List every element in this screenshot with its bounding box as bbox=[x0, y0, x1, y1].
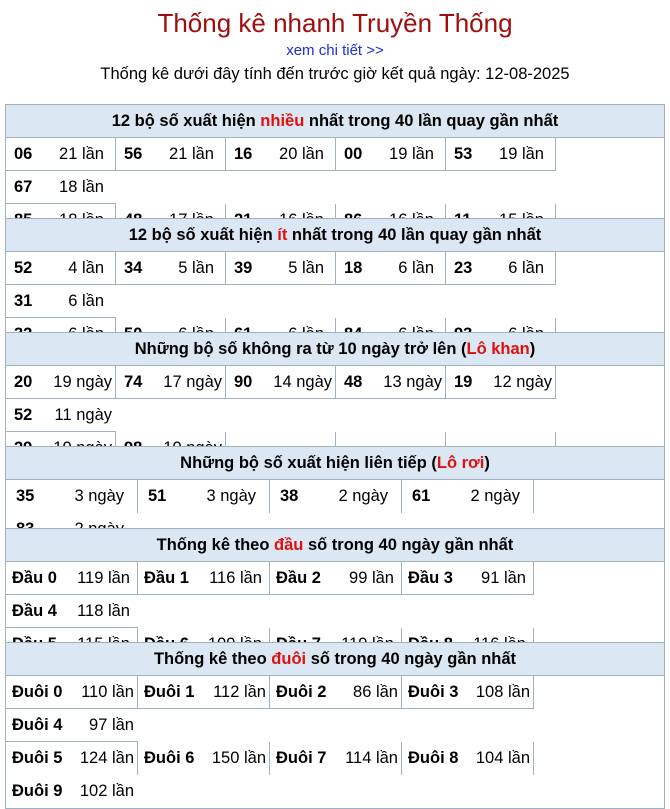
stat-cell: 53 19 lần bbox=[446, 138, 556, 171]
stat-cell: 20 19 ngày bbox=[6, 366, 116, 399]
stat-cell: 35 3 ngày bbox=[6, 480, 138, 513]
stat-cell: 61 2 ngày bbox=[402, 480, 534, 513]
stat-cell: 18 6 lần bbox=[336, 252, 446, 285]
stat-cell: 31 6 lần bbox=[6, 285, 116, 318]
stat-cell: Đuôi 4 97 lần bbox=[6, 709, 138, 742]
stat-cell: 23 6 lần bbox=[446, 252, 556, 285]
stat-cell: 67 18 lần bbox=[6, 171, 116, 204]
lo-khan-header: Những bộ số không ra từ 10 ngày trở lên (Lô khan) bbox=[6, 333, 664, 366]
stat-cell: Đầu 1 116 lần bbox=[138, 562, 270, 595]
stat-cell: Đầu 4 118 lần bbox=[6, 595, 138, 628]
view-details-link[interactable]: xem chi tiết >> bbox=[286, 42, 384, 59]
stat-cell: 74 17 ngày bbox=[116, 366, 226, 399]
stat-cell: 00 19 lần bbox=[336, 138, 446, 171]
highlight-word: ít bbox=[277, 226, 288, 244]
stat-cell: 16 20 lần bbox=[226, 138, 336, 171]
page-header bbox=[0, 0, 670, 86]
stat-cell: 90 14 ngày bbox=[226, 366, 336, 399]
lo-roi-header: Những bộ số xuất hiện liên tiếp (Lô rơi) bbox=[6, 447, 664, 480]
most-frequent-header: 12 bộ số xuất hiện nhiều nhất trong 40 lần quay gần nhất bbox=[6, 105, 664, 138]
stat-cell: Đuôi 9 102 lần bbox=[12, 782, 134, 800]
stat-cell: Đầu 0 119 lần bbox=[6, 562, 138, 595]
duoi-stats-header: Thống kê theo đuôi số trong 40 ngày gần nhất bbox=[6, 643, 664, 676]
duoi-stats-block bbox=[5, 642, 665, 809]
stat-cell: 48 13 ngày bbox=[336, 366, 446, 399]
most-frequent-grid bbox=[6, 138, 664, 204]
least-frequent-header: 12 bộ số xuất hiện ít nhất trong 40 lần quay gần nhất bbox=[6, 219, 664, 252]
stat-cell: 39 5 lần bbox=[226, 252, 336, 285]
stat-cell: 52 4 lần bbox=[6, 252, 116, 285]
stat-cell: Đuôi 2 86 lần bbox=[270, 676, 402, 709]
stat-cell: 19 12 ngày bbox=[446, 366, 556, 399]
stat-cell: 34 5 lần bbox=[116, 252, 226, 285]
stat-cell: Đuôi 1 112 lần bbox=[138, 676, 270, 709]
stat-cell: Đuôi 5 124 lần bbox=[6, 742, 138, 775]
highlight-word: Lô rơi bbox=[436, 454, 485, 472]
stat-cell: 38 2 ngày bbox=[270, 480, 402, 513]
stats-date-subtitle: Thống kê dưới đây tính đến trước giờ kết quả ngày: 12-08-2025 bbox=[100, 65, 570, 83]
stat-cell: Đuôi 8 104 lần bbox=[402, 742, 534, 775]
stat-cell: Đuôi 7 114 lần bbox=[270, 742, 402, 775]
stat-cell: Đầu 3 91 lần bbox=[402, 562, 534, 595]
highlight-word: nhiều bbox=[260, 112, 305, 130]
highlight-word: đầu bbox=[274, 536, 304, 554]
stat-cell: 06 21 lần bbox=[6, 138, 116, 171]
stat-cell: Đầu 2 99 lần bbox=[270, 562, 402, 595]
stat-cell: Đuôi 3 108 lần bbox=[402, 676, 534, 709]
stat-cell: Đuôi 0 110 lần bbox=[6, 676, 138, 709]
highlight-word: đuôi bbox=[271, 650, 307, 668]
stat-cell: 56 21 lần bbox=[116, 138, 226, 171]
highlight-word: Lô khan bbox=[466, 340, 530, 358]
dau-stats-header: Thống kê theo đầu số trong 40 ngày gần nhất bbox=[6, 529, 664, 562]
stat-cell: Đuôi 6 150 lần bbox=[138, 742, 270, 775]
stat-cell: 51 3 ngày bbox=[138, 480, 270, 513]
page-title: Thống kê nhanh Truyền Thống bbox=[157, 8, 513, 38]
stat-cell: 52 11 ngày bbox=[6, 399, 116, 432]
